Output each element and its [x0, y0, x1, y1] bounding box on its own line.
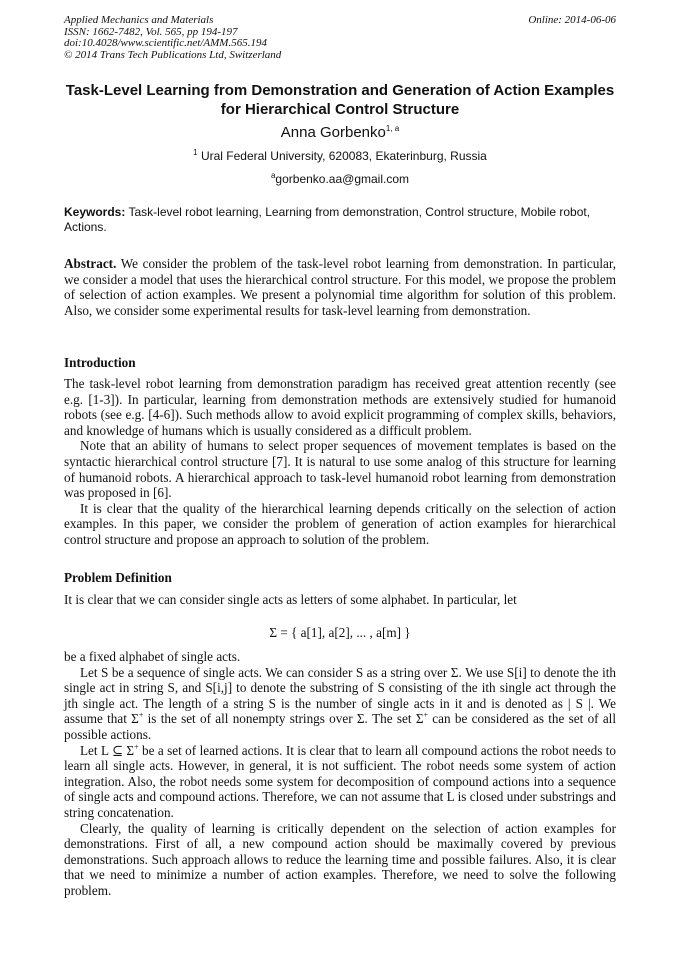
keywords-text: Task-level robot learning, Learning from demonstration, Control structure, Mobile robot, Actions. [64, 205, 591, 234]
introduction-body [64, 376, 616, 548]
email-text: gorbenko.aa@gmail.com [275, 172, 410, 186]
p4-part-b: be a set of learned actions. It is clear that to learn all compound actions the robot needs to learn all single acts. However, in general, it is not sufficient. The robot needs some system of action integration. Also, the robot needs some system for decomposition of compound actions into a sequence of single acts and compound actions. Therefore, we can not assume that L is closed under substrings and string concatenation. [64, 742, 616, 820]
journal-name: Applied Mechanics and Materials [64, 14, 214, 26]
problem-paragraph-4 [64, 743, 616, 821]
intro-paragraph-2: Note that an ability of humans to select proper sequences of movement templates is based on the syntactic hierarchical control structure [7]. It is natural to use some analog of this structure for learning of humanoid robots. A hierarchical approach to task-level humanoid robot learning from demonstration was proposed in [6]. [64, 438, 616, 501]
paper-title: Task-Level Learning from Demonstration and Generation of Action Examples for Hierarchical Control Structure [65, 82, 615, 118]
p4-sup: + [134, 742, 139, 752]
doi-line: doi:10.4028/www.scientific.net/AMM.565.194 [64, 37, 267, 49]
affiliation [64, 149, 616, 164]
p4-part-a: Let L ⊆ Σ [80, 742, 135, 758]
introduction-heading: Introduction [64, 355, 136, 370]
problem-body [64, 649, 616, 899]
email-sup: a [270, 171, 276, 180]
p3-sup-2: + [423, 710, 429, 720]
problem-intro [64, 592, 616, 608]
keywords [64, 205, 616, 235]
problem-paragraph-2: be a fixed alphabet of single acts. [64, 649, 241, 664]
problem-paragraph-5: Clearly, the quality of learning is critically dependent on the selection of action examples for demonstrations. First of all, a new compound action should be maximally covered by previous demonstrations. Such approach allows to reduce the learning time and possible failures. Also, it is clear that we need to minimize a number of action examples. Therefore, we need to solve the following problem. [64, 820, 616, 898]
intro-paragraph-3: It is clear that the quality of the hierarchical learning depends critically on the selection of action examples. In this paper, we consider the problem of generation of action examples for hierarchical control structure and propose an approach to solution of the problem. [64, 500, 616, 547]
email-line [64, 172, 616, 187]
author-line [64, 124, 616, 142]
abstract [64, 256, 616, 318]
abstract-text: We consider the problem of the task-level robot learning from demonstration. In particular, we consider a model that uses the hierarchical control structure. For this model, we propose the problem of selection of action examples. We present a polynomial time algorithm for solution of this problem. Also, we consider some experimental results for task-level learning from demonstration. [64, 256, 616, 318]
p3-part-b: is the set of all nonempty strings over Σ. The set Σ [143, 711, 424, 727]
keywords-label: Keywords: [64, 205, 126, 219]
p3-part-a: Let S be a sequence of single acts. We can consider S as a string over Σ. We use S[i] to denote the ith single act in string S, and S[i,j] to denote the substring of S consisting of the ith single act through the jth single act. The length of a string S is the number of single acts in it and is denoted as | S |. We assume that Σ [64, 664, 616, 727]
issn-line: ISSN: 1662-7482, Vol. 565, pp 194-197 [64, 25, 238, 38]
alphabet-formula: Σ = { a[1], a[2], ... , a[m] } [269, 625, 411, 640]
affiliation-text: Ural Federal University, 620083, Ekaterinburg, Russia [200, 149, 487, 163]
problem-heading: Problem Definition [64, 570, 172, 585]
abstract-label: Abstract. [64, 256, 117, 271]
p3-sup-1: + [138, 710, 144, 720]
online-date: Online: 2014-06-06 [528, 14, 616, 26]
affiliation-sup: 1 [193, 148, 198, 157]
problem-paragraph-3 [64, 665, 616, 743]
author-sup: 1, a [385, 124, 400, 133]
author-name: Anna Gorbenko [280, 124, 386, 141]
p3-part-c: can be considered as the set of all possible actions. [64, 711, 617, 742]
problem-paragraph-1: It is clear that we can consider single acts as letters of some alphabet. In particular, let [64, 592, 517, 607]
copyright-line: © 2014 Trans Tech Publications Ltd, Switzerland [64, 48, 282, 61]
intro-paragraph-1: The task-level robot learning from demonstration paradigm has received great attention recently (see e.g. [1-3]). In particular, learning from demonstration methods are extensively studied for humanoid robots (see e.g. [4-6]). Such methods allow to avoid explicit programming of complex skills, behaviors, and knowledge of humans which is usually considered as a difficult problem. [64, 376, 616, 438]
journal-header [64, 15, 616, 61]
